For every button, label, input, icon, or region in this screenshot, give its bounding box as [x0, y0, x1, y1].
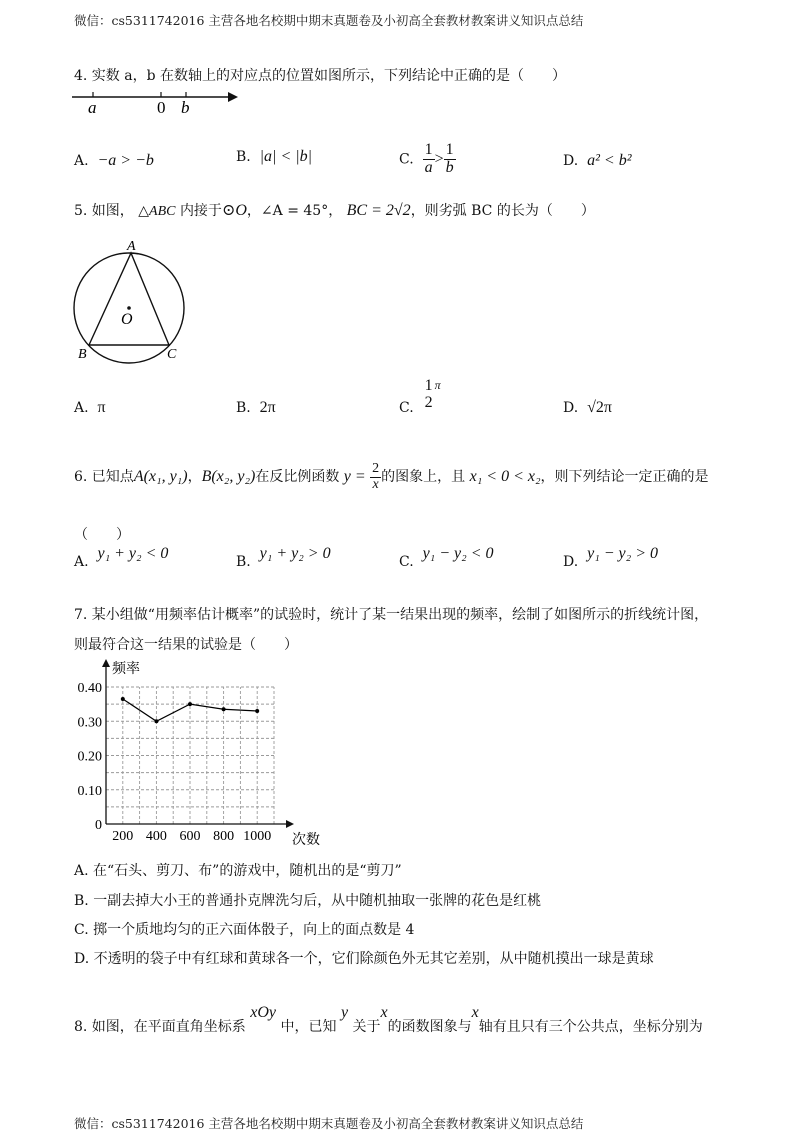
q6-stem: 6. 已知点A(x₁, y₁)，B(x₂, y₂)在反比例函数 y = $\frac{2}{x}$ 的图象上，且 x₁ < 0 < x₂，则下列结论一定正确的是 — [74, 461, 709, 492]
q4-option-c: C. $\frac{1}{a}$ > $\frac{1}{b}$ — [399, 141, 454, 176]
page-footer: 微信：cs5311742016 主营各地名校期中期末真题卷及小初高全套教材教案讲义知识点总结 — [74, 1116, 584, 1131]
q4-stem: 4. 实数 a，b 在数轴上的对应点的位置如图所示，下列结论中正确的是（ ） — [74, 68, 567, 84]
q7-stem-line1: 7. 某小组做“用频率估计概率”的试验时，统计了某一结果出现的频率，绘制了如图所示的折线统计图， — [74, 607, 709, 623]
vertex-label-c: C — [167, 347, 177, 362]
chart-x-axis-label: 次数 — [292, 833, 320, 848]
chart-x-tick-label: 1000 — [243, 829, 272, 844]
chart-y-tick-label: 0.20 — [77, 749, 102, 765]
q6-option-b: B. y₁ + y₂ > 0 — [236, 545, 331, 570]
q4-option-a: A. −a > −b — [74, 152, 154, 169]
center-point — [127, 306, 131, 310]
q7-option-b: B. 一副去掉大小王的普通扑克牌洗匀后，从中随机抽取一张牌的花色是红桃 — [74, 893, 542, 909]
chart-y-tick-label: 0.10 — [77, 783, 102, 799]
q5-option-b: B. 2π — [236, 399, 276, 416]
chart-x-tick-label: 600 — [179, 829, 201, 844]
q5-option-a: A. π — [74, 399, 106, 416]
q7-option-c: C. 掷一个质地均匀的正六面体骰子，向上的面点数是 4 — [74, 922, 415, 938]
q5-option-c: C. 1 2 π — [399, 377, 441, 416]
center-label-o: O — [121, 311, 133, 328]
chart-data-point — [188, 702, 192, 706]
chart-x-axis-arrow — [286, 820, 294, 828]
chart-y-axis-label: 频率 — [112, 662, 140, 677]
number-line-label-a: a — [88, 98, 97, 117]
q8-stem: 8. 如图，在平面直角坐标系 xOy 中，已知 y 关于x的函数图象与x轴有且只有三个公共点，坐标分别为 — [74, 1004, 703, 1035]
vertex-label-b: B — [78, 347, 87, 362]
chart-data-point — [222, 707, 226, 711]
q6-paren: （ ） — [74, 527, 130, 543]
q5-figure — [70, 238, 190, 364]
q7-option-d: D. 不透明的袋子中有红球和黄球各一个，它们除颜色外无其它差别，从中随机摸出一球是黄球 — [74, 951, 654, 967]
number-line-label-zero: 0 — [157, 98, 166, 117]
q7-line-chart — [68, 654, 338, 849]
q4-option-b: B. |a| < |b| — [236, 148, 313, 165]
q5-stem: 5. 如图， △ABC 内接于⊙O，∠A = 45°， BC = 2√2，则劣弧 BC 的长为（ ） — [74, 202, 595, 219]
q6-option-d: D. y₁ − y₂ > 0 — [563, 545, 659, 570]
chart-x-tick-label: 200 — [112, 829, 134, 844]
chart-data-point — [121, 697, 125, 701]
chart-x-tick-label: 400 — [145, 829, 167, 844]
chart-y-tick-label: 0.40 — [77, 681, 102, 696]
chart-y-axis-arrow — [102, 659, 110, 667]
q5-option-d: D. √2π — [563, 399, 612, 416]
number-line-label-b: b — [181, 98, 190, 117]
vertex-label-a: A — [127, 239, 136, 254]
triangle-abc — [89, 253, 169, 345]
q7-stem-line2: 则最符合这一结果的试验是（ ） — [74, 637, 298, 653]
chart-x-tick-label: 800 — [213, 829, 235, 844]
q6-option-c: C. y₁ − y₂ < 0 — [399, 545, 494, 570]
q4-option-d: D. a² < b² — [563, 152, 632, 169]
chart-y-tick-label: 0.30 — [77, 715, 102, 731]
q6-option-a: A. y₁ + y₂ < 0 — [74, 545, 169, 570]
page-header: 微信：cs5311742016 主营各地名校期中期末真题卷及小初高全套教材教案讲义知识点总结 — [74, 13, 584, 28]
chart-data-point — [255, 709, 259, 713]
q4-number-line — [70, 85, 240, 117]
chart-y-tick-label: 0 — [95, 818, 102, 833]
chart-data-point — [154, 719, 158, 723]
q7-option-a: A. 在“石头、剪刀、布”的游戏中，随机出的是“剪刀” — [74, 863, 402, 879]
